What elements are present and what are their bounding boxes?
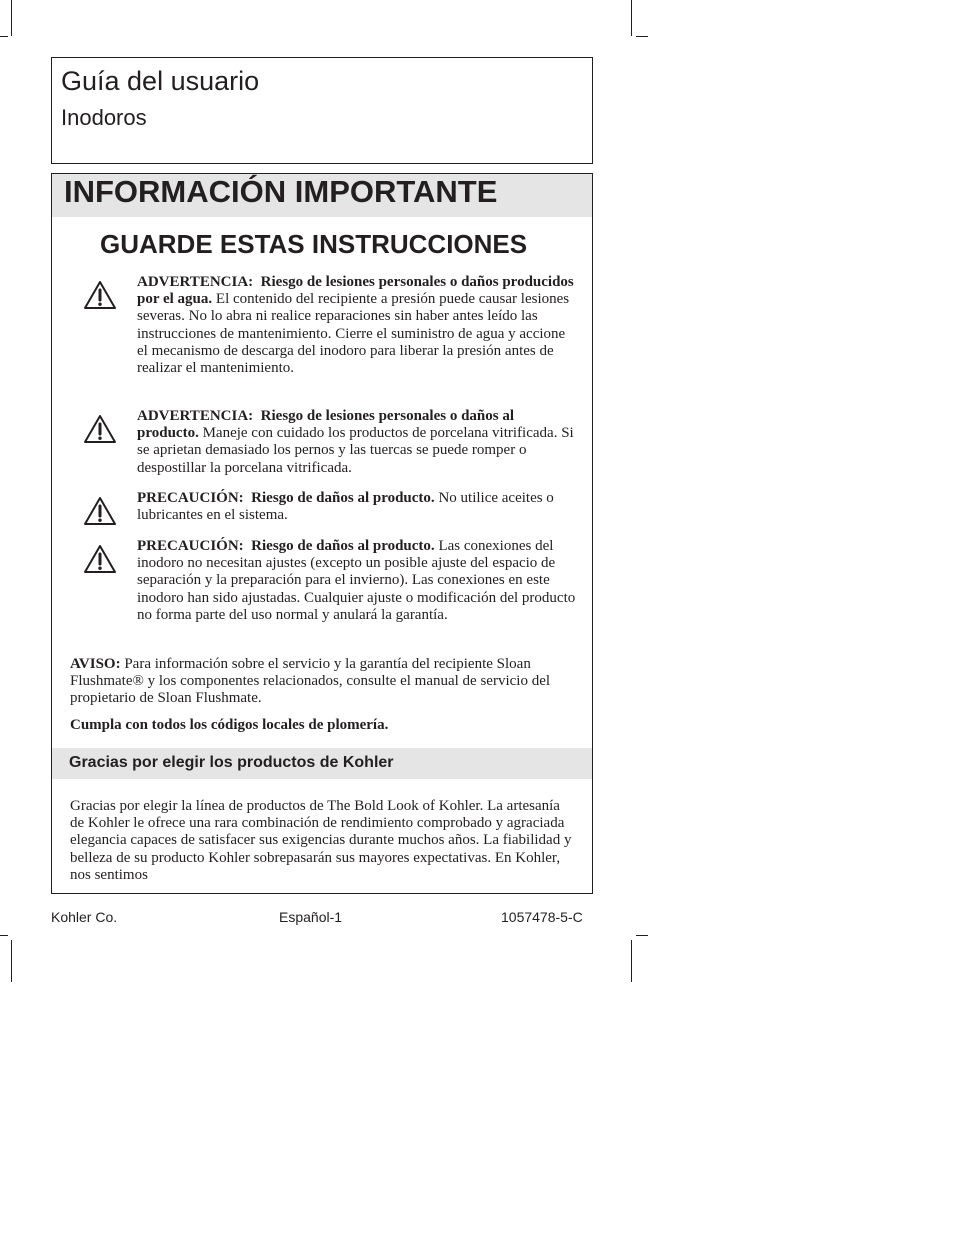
- thanks-heading: Gracias por elegir los productos de Kohler: [69, 754, 394, 771]
- warning-triangle-icon: [83, 496, 117, 526]
- crop-mark: [11, 940, 12, 982]
- notice-body: Las conexiones del inodoro no necesitan ajustes (excepto un posible ajuste del espacio de separación y la preparación para el invierno). Las conexiones en este inodoro han sido ajustadas. Cualquier ajuste o modificación del producto no forma parte del uso normal y anulará la garantía.: [137, 538, 576, 623]
- crop-mark: [636, 36, 648, 37]
- save-instructions-heading: GUARDE ESTAS INSTRUCCIONES: [100, 229, 528, 259]
- crop-mark: [636, 935, 648, 936]
- plumbing-codes-note: [70, 717, 575, 734]
- thanks-banner: [52, 748, 592, 779]
- notice-body: No utilice aceites o lubricantes en el sistema.: [137, 490, 554, 524]
- crop-mark: [11, 0, 12, 36]
- important-banner-title: INFORMACIÓN IMPORTANTE: [64, 174, 498, 209]
- crop-mark: [631, 0, 632, 36]
- notice-label: PRECAUCIÓN:: [137, 490, 244, 506]
- warning-triangle-icon: [83, 544, 117, 574]
- caution-notice: [137, 490, 577, 524]
- notice-risk: Riesgo de lesiones personales o daños producidos por el agua.: [137, 274, 574, 308]
- caution-notice: [137, 538, 577, 624]
- notice-risk: Riesgo de daños al producto.: [251, 538, 435, 554]
- thanks-body: Gracias por elegir la línea de productos de The Bold Look of Kohler. La artesanía de Kohler le ofrece una rara combinación de rendimiento comprobado y agraciada elegancia capaces de satisfacer sus exigencias durante muchos años. La fiabilidad y belleza de su producto Kohler sobrepasarán sus mayores expectativas. En Kohler, nos sentimos: [70, 798, 572, 883]
- aviso-body: Para información sobre el servicio y la garantía del recipiente Sloan Flushmate® y los componentes relacionados, consulte el manual de servicio del propietario de Sloan Flushmate.: [70, 656, 551, 707]
- important-info-box: [51, 173, 593, 894]
- warning-notice: [137, 408, 577, 477]
- notice-risk: Riesgo de daños al producto.: [251, 490, 435, 506]
- footer-doc-number: 1057478-5-C: [501, 909, 583, 925]
- footer-page-number: Español-1: [279, 909, 343, 925]
- warning-triangle-icon: [83, 280, 117, 310]
- page-subtitle: Inodoros: [61, 105, 147, 130]
- warning-triangle-icon: [83, 414, 117, 444]
- warning-notice: [137, 274, 577, 377]
- notice-label: ADVERTENCIA:: [137, 274, 254, 290]
- aviso-note: [70, 656, 575, 708]
- plumbing-codes-text: Cumpla con todos los códigos locales de plomería.: [70, 717, 389, 733]
- crop-mark: [0, 36, 8, 37]
- notice-label: PRECAUCIÓN:: [137, 538, 244, 554]
- important-banner: [52, 174, 592, 217]
- aviso-label: AVISO:: [70, 656, 121, 672]
- notice-risk: Riesgo de lesiones personales o daños al producto.: [137, 408, 515, 442]
- crop-mark: [631, 940, 632, 982]
- notice-body: Maneje con cuidado los productos de porcelana vitrificada. Si se aprietan demasiado los pernos y las tuercas se puede romper o despostillar la porcelana vitrificada.: [137, 425, 574, 476]
- crop-mark: [0, 935, 8, 936]
- notice-body: El contenido del recipiente a presión puede causar lesiones severas. No lo abra ni realice reparaciones sin haber antes leído las instrucciones de mantenimiento. Cierre el suministro de agua y accione el mecanismo de descarga del inodoro para liberar la presión antes de realizar el mantenimiento.: [137, 291, 570, 377]
- notice-label: ADVERTENCIA:: [137, 408, 254, 424]
- footer-company: Kohler Co.: [51, 909, 118, 925]
- page-title: Guía del usuario: [61, 66, 260, 96]
- guide-title-box: [51, 57, 593, 164]
